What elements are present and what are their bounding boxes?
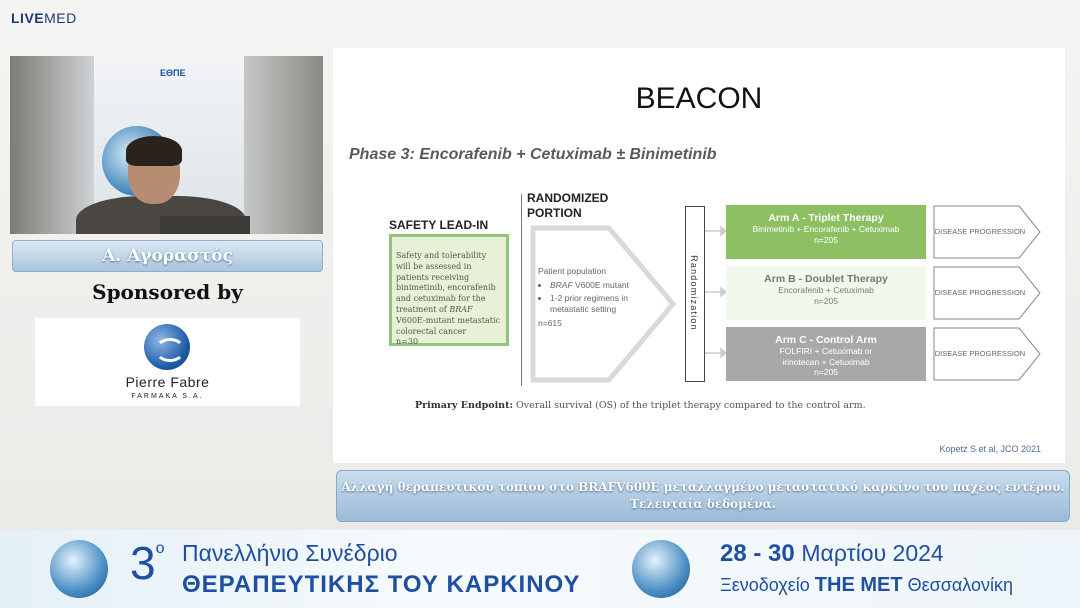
randomization-label bbox=[685, 206, 703, 380]
randomized-header-line1: RANDOMIZED bbox=[527, 191, 609, 205]
primary-endpoint bbox=[415, 400, 866, 411]
banner-number-digit: 3 bbox=[130, 537, 156, 589]
population-list bbox=[538, 280, 650, 315]
disease-progression-b bbox=[933, 266, 1043, 320]
arm-b-box bbox=[726, 266, 926, 320]
disease-progression-c bbox=[933, 327, 1043, 381]
slide-title: BEACON bbox=[635, 82, 763, 115]
endpoint-text: Overall survival (OS) of the triplet therapy compared to the control arm. bbox=[512, 400, 866, 411]
randomization-label-text: Randomization bbox=[689, 255, 700, 331]
pierre-fabre-logo-icon bbox=[144, 324, 190, 370]
disease-progression-label: DISEASE PROGRESSION bbox=[934, 349, 1026, 359]
arm-c-box bbox=[726, 327, 926, 381]
population-text bbox=[538, 266, 650, 329]
banner-venue-name: THE MET bbox=[814, 574, 903, 596]
livemed-logo bbox=[11, 10, 77, 26]
arm-connector-arrows bbox=[703, 218, 727, 368]
arm-a-n: n=205 bbox=[814, 234, 838, 245]
banner-venue bbox=[720, 574, 1013, 597]
conference-banner bbox=[0, 530, 1080, 608]
arm-a-line1: Binimetinib + Encorafenib + Cetuximab bbox=[752, 224, 900, 234]
safety-lead-in-box bbox=[389, 234, 509, 346]
population-item: • 1-2 prior regimens in metastatic setting bbox=[550, 293, 650, 315]
logo-med-text: MED bbox=[44, 10, 77, 26]
banner-globe-icon-right bbox=[632, 540, 690, 598]
sponsor-subtitle: FARMAKA S.A. bbox=[131, 393, 204, 400]
safety-n: n=30 bbox=[396, 337, 419, 347]
presentation-slide bbox=[333, 48, 1065, 463]
arm-a-title: Arm A - Triplet Therapy bbox=[768, 212, 884, 224]
banner-line1: Πανελλήνιο Συνέδριο bbox=[182, 540, 398, 566]
arm-b-title: Arm B - Doublet Therapy bbox=[764, 273, 888, 285]
talk-title-caption bbox=[336, 470, 1070, 522]
population-n: n=615 bbox=[538, 318, 562, 329]
caption-line1: Αλλαγή θεραπευτικού τοπίου στο BRAFV600E μεταλλαγμένο μεταστατικό καρκίνο του παχέος εντέρου. bbox=[341, 480, 1065, 495]
banner-dates bbox=[720, 540, 944, 568]
sponsored-heading: Sponsored by bbox=[92, 280, 243, 304]
safety-text-part1: Safety and tolerability will be assessed in patients receiving binimetinib, encorafenib and cetuximab for the treatment of bbox=[396, 251, 496, 314]
disease-progression-label: DISEASE PROGRESSION bbox=[934, 288, 1026, 298]
banner-month-year: Μαρτίου 2024 bbox=[801, 540, 944, 566]
speaker-hair bbox=[126, 136, 182, 166]
speaker-video bbox=[10, 56, 323, 234]
disease-progression-label: DISEASE PROGRESSION bbox=[934, 227, 1026, 237]
banner-line2: ΘΕΡΑΠΕΥΤΙΚΗΣ ΤΟΥ ΚΑΡΚΙΝΟΥ bbox=[182, 571, 581, 598]
banner-ordinal: ο bbox=[155, 540, 165, 557]
safety-text-braf: BRAF bbox=[449, 304, 473, 314]
arm-c-title: Arm C - Control Arm bbox=[775, 334, 877, 346]
divider-line bbox=[521, 194, 522, 386]
arm-c-line2: irinotecan + Cetuximab bbox=[782, 356, 870, 367]
population-title: Patient population bbox=[538, 266, 607, 276]
endpoint-label: Primary Endpoint: bbox=[415, 400, 513, 411]
arm-c-n: n=205 bbox=[814, 367, 838, 378]
safety-lead-in-header: SAFETY LEAD-IN bbox=[389, 218, 489, 232]
speaker-name: Α. Αγοραστός bbox=[102, 246, 233, 266]
banner-venue-pre: Ξενοδοχείο bbox=[720, 575, 810, 595]
arm-b-n: n=205 bbox=[814, 295, 838, 306]
speaker-name-bar bbox=[12, 240, 323, 272]
arm-a-box bbox=[726, 205, 926, 259]
arm-c-line1: FOLFIRI + Cetuximab or bbox=[779, 346, 873, 356]
banner-venue-city: Θεσσαλονίκη bbox=[907, 575, 1013, 595]
banner-date-range: 28 - 30 bbox=[720, 540, 795, 567]
safety-text-part2: V600E-mutant metastatic colorectal cancer bbox=[396, 315, 501, 336]
randomized-header-line2: PORTION bbox=[527, 206, 582, 220]
citation: Kopetz S et al, JCO 2021 bbox=[939, 444, 1041, 454]
population-item: • BRAF V600E mutant bbox=[550, 280, 650, 291]
logo-live-text: LIVE bbox=[11, 10, 45, 26]
sponsor-name: Pierre Fabre bbox=[125, 374, 210, 390]
caption-line2: Τελευταία δεδομένα. bbox=[630, 497, 776, 511]
sponsor-logo-box bbox=[35, 318, 300, 406]
arm-b-line1: Encorafenib + Cetuximab bbox=[778, 285, 874, 295]
slide-subtitle: Phase 3: Encorafenib + Cetuximab ± Binimetinib bbox=[349, 146, 717, 163]
backdrop-logo: ΕΘΠΕ bbox=[160, 68, 186, 78]
banner-globe-icon bbox=[50, 540, 108, 598]
banner-number bbox=[130, 536, 165, 590]
disease-progression-a bbox=[933, 205, 1043, 259]
podium bbox=[160, 216, 250, 234]
